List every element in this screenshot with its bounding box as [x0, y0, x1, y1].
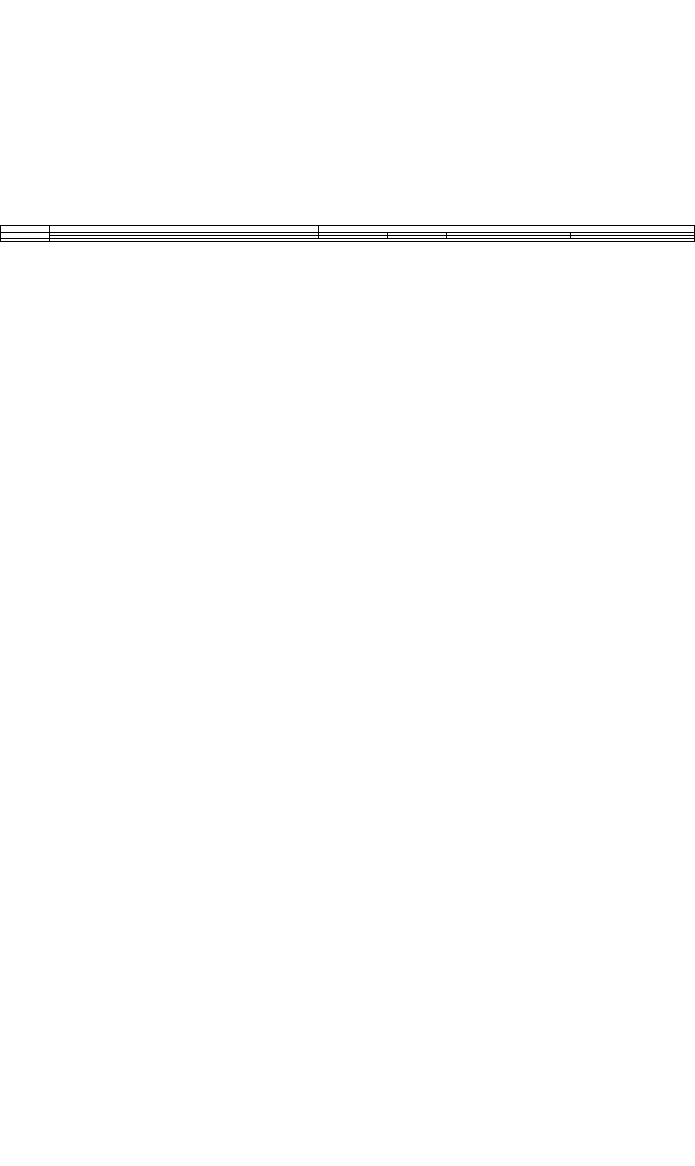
table-row — [1, 239, 695, 242]
qualification-cell — [319, 226, 695, 233]
row-label — [50, 226, 319, 233]
tender-table — [0, 225, 695, 242]
row-number — [1, 239, 50, 242]
row-number — [1, 226, 50, 233]
table-row — [1, 226, 695, 233]
row-text — [50, 239, 695, 242]
